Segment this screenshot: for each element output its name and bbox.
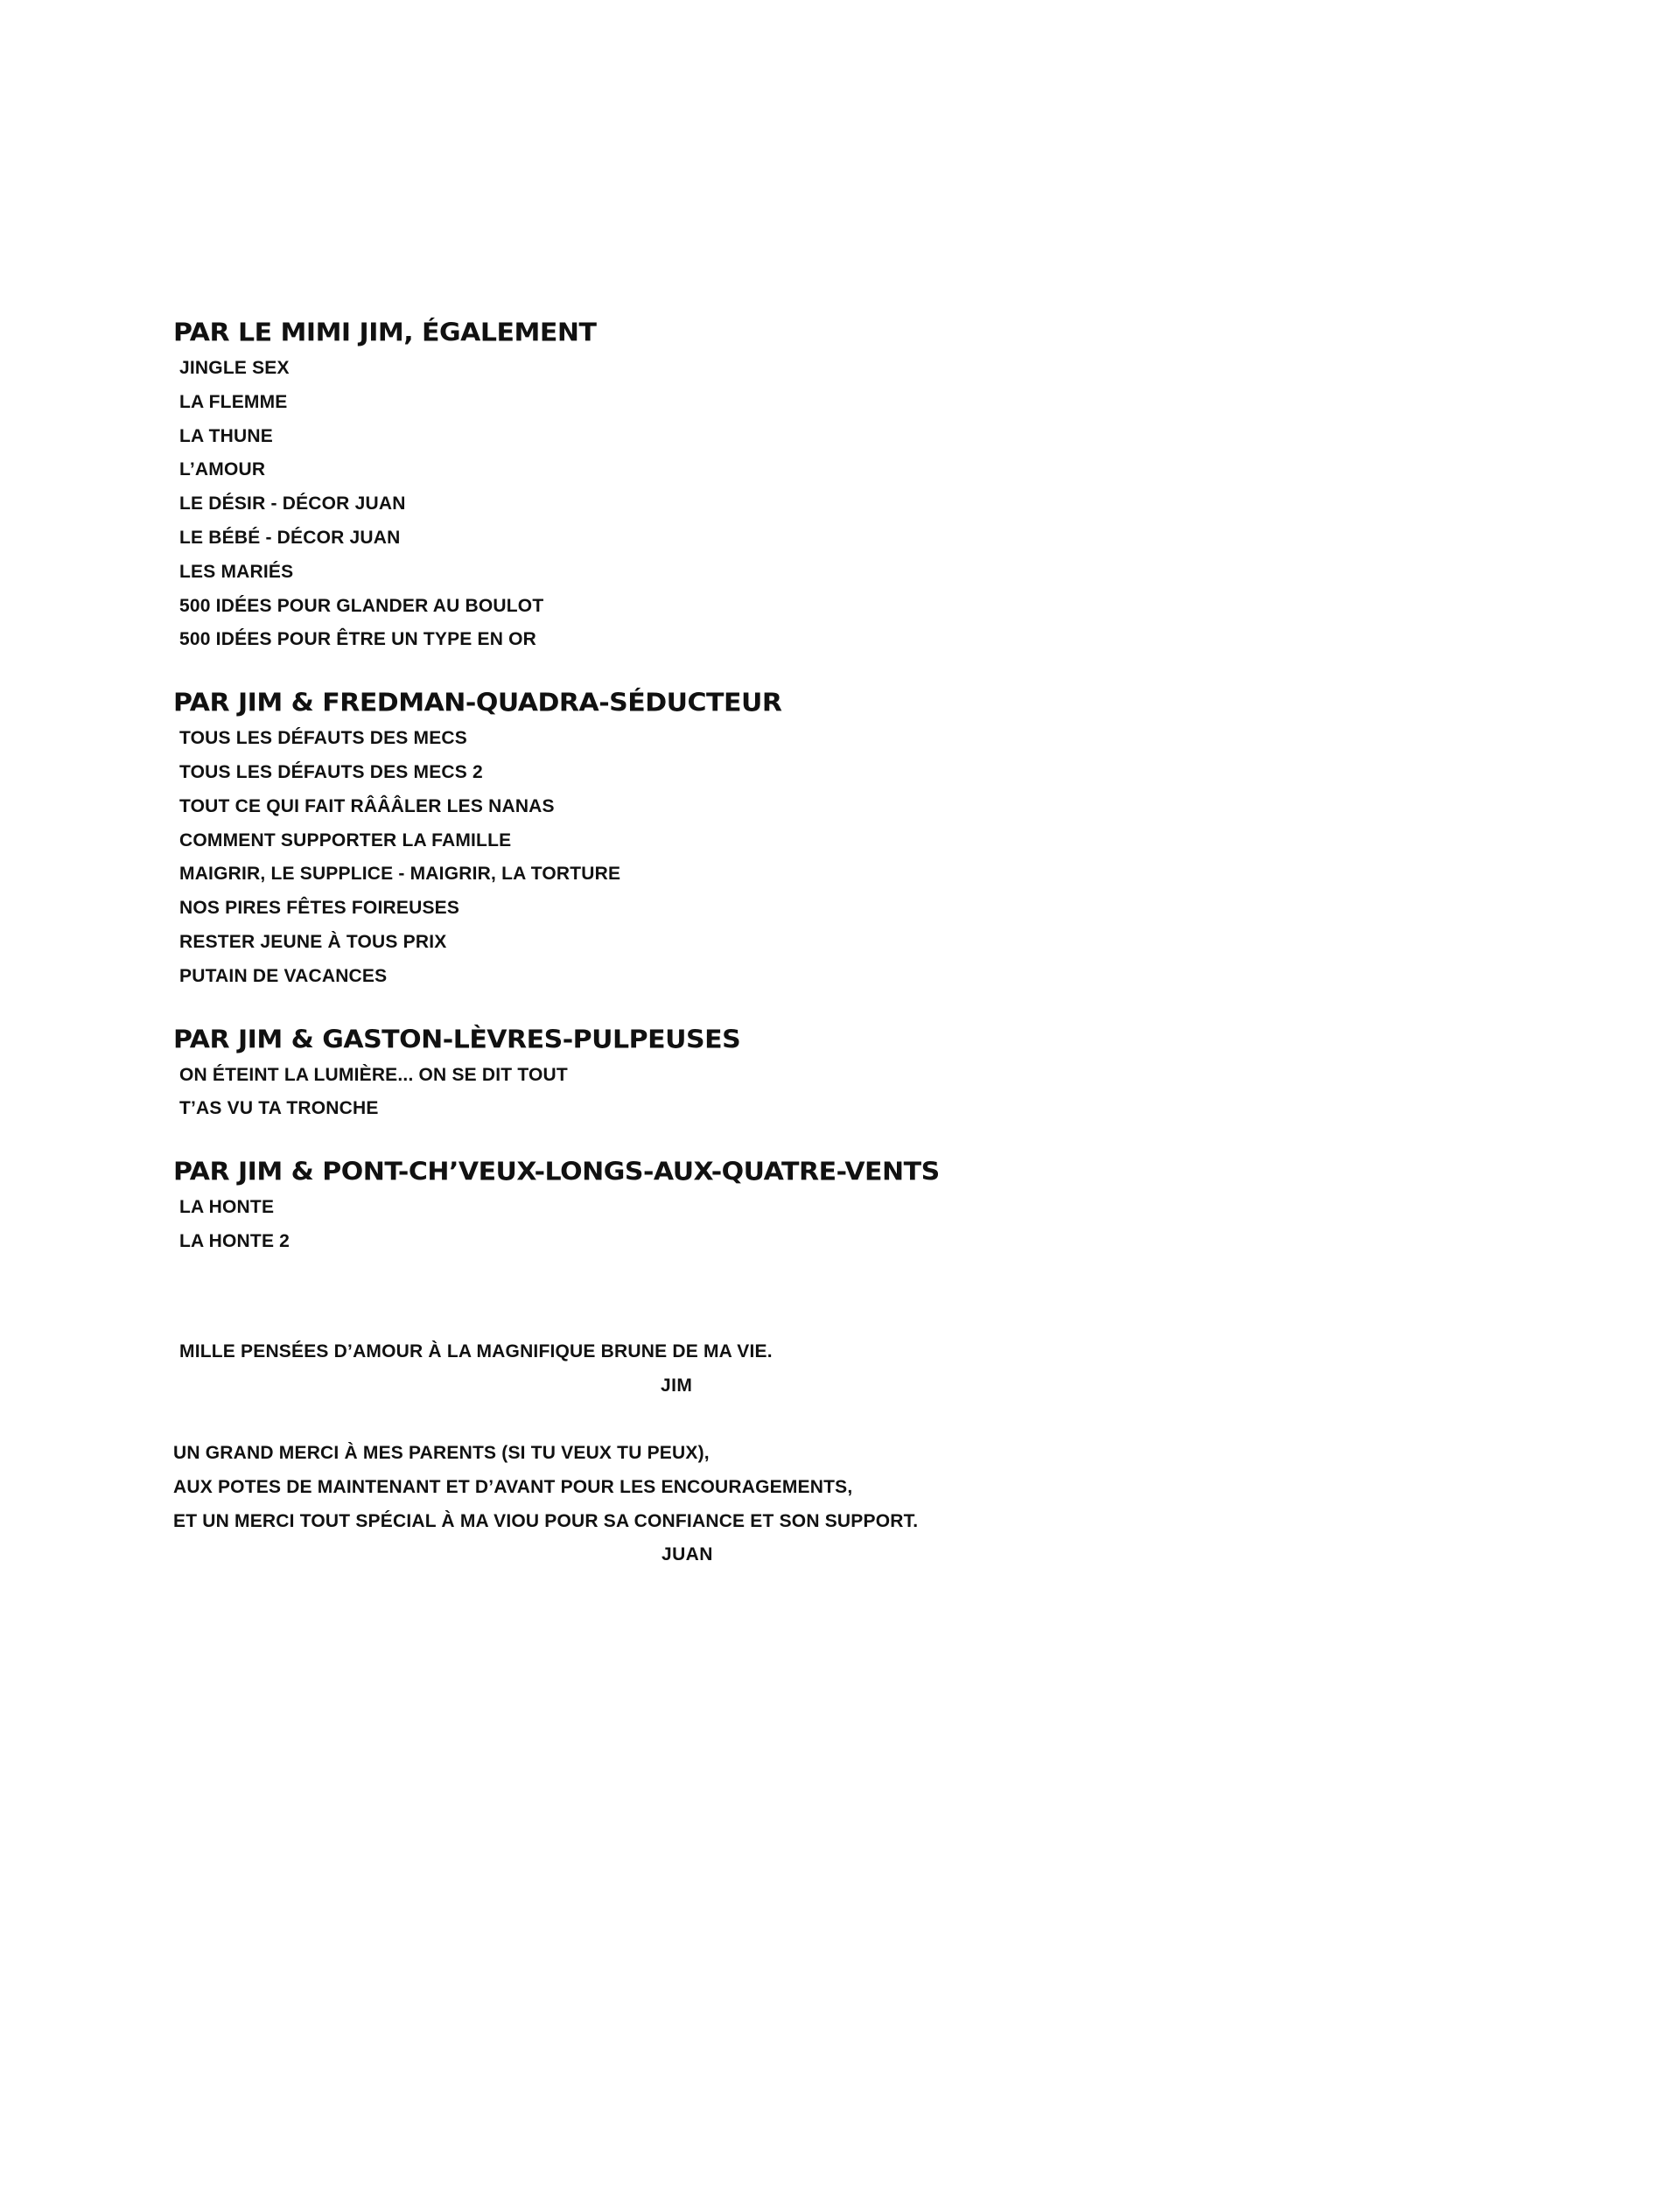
book-title: LA FLEMME xyxy=(179,391,288,412)
book-list xyxy=(173,722,1486,993)
book-title: LA HONTE 2 xyxy=(179,1230,290,1251)
thanks-line: UN GRAND MERCI À MES PARENTS (SI TU VEUX TU PEUX), xyxy=(173,1443,710,1463)
book-title: LE BÉBÉ - DÉCOR JUAN xyxy=(179,527,401,548)
book-title: RESTER JEUNE À TOUS PRIX xyxy=(179,931,447,952)
book-title: ON ÉTEINT LA LUMIÈRE... ON SE DIT TOUT xyxy=(179,1064,568,1085)
book-title: T’AS VU TA TRONCHE xyxy=(179,1098,379,1119)
book-title: 500 IDÉES POUR ÊTRE UN TYPE EN OR xyxy=(179,629,537,650)
book-title: TOUS LES DÉFAUTS DES MECS xyxy=(179,728,467,749)
bibliography xyxy=(173,317,1486,1289)
book-title: TOUT CE QUI FAIT RÂÂÂLER LES NANAS xyxy=(179,795,555,816)
section-title: PAR JIM & PONT-CH’VEUX-LONGS-AUX-QUATRE-VENTS xyxy=(173,1158,940,1187)
section-title: PAR JIM & FREDMAN-QUADRA-SÉDUCTEUR xyxy=(173,689,782,718)
section-pont xyxy=(173,1156,1486,1259)
book-title: NOS PIRES FÊTES FOIREUSES xyxy=(179,898,460,919)
book-title: LES MARIÉS xyxy=(179,561,294,582)
dedication xyxy=(179,1335,1229,1404)
book-list xyxy=(173,352,1486,657)
section-title: PAR JIM & GASTON-LÈVRES-PULPEUSES xyxy=(173,1025,741,1054)
section-mimi-jim xyxy=(173,317,1486,657)
thanks-line: ET UN MERCI TOUT SPÉCIAL À MA VIOU POUR SA CONFIANCE ET SON SUPPORT. xyxy=(173,1510,919,1531)
book-title: LA HONTE xyxy=(179,1197,275,1218)
thanks-line: AUX POTES DE MAINTENANT ET D’AVANT POUR LES ENCOURAGEMENTS, xyxy=(173,1476,853,1497)
book-title: L’AMOUR xyxy=(179,459,266,480)
book-list xyxy=(173,1059,1486,1127)
book-title: LE DÉSIR - DÉCOR JUAN xyxy=(179,494,406,514)
section-fredman xyxy=(173,687,1486,993)
dedication-text: MILLE PENSÉES D’AMOUR À LA MAGNIFIQUE BRUNE DE MA VIE. xyxy=(179,1341,773,1362)
book-title: COMMENT SUPPORTER LA FAMILLE xyxy=(179,830,512,850)
signature-juan: JUAN xyxy=(662,1544,713,1565)
book-title: MAIGRIR, LE SUPPLICE - MAIGRIR, LA TORTURE xyxy=(179,864,621,885)
signature-jim: JIM xyxy=(661,1375,693,1396)
book-title: PUTAIN DE VACANCES xyxy=(179,965,388,986)
book-list xyxy=(173,1191,1486,1259)
book-title: JINGLE SEX xyxy=(179,358,290,378)
section-title: PAR LE MIMI JIM, ÉGALEMENT xyxy=(173,318,597,348)
book-title: 500 IDÉES POUR GLANDER AU BOULOT xyxy=(179,595,544,616)
acknowledgements xyxy=(173,1437,1311,1572)
section-gaston xyxy=(173,1024,1486,1127)
book-title: TOUS LES DÉFAUTS DES MECS 2 xyxy=(179,761,483,782)
book-title: LA THUNE xyxy=(179,425,273,446)
